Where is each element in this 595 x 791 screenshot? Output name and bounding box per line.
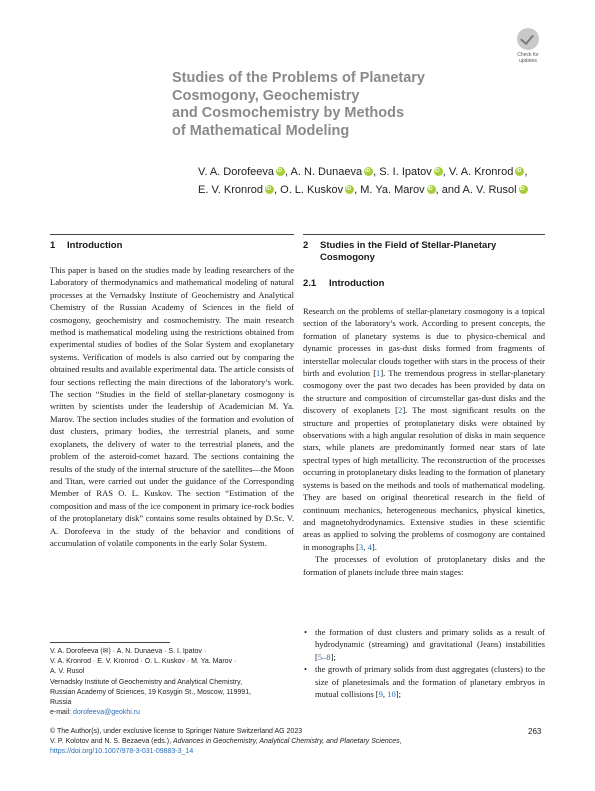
citation-link[interactable]: 9 [378,689,383,700]
section-1-body [50,264,294,549]
title-line: Cosmogony, Geochemistry [172,87,360,104]
section-2-1-body [303,305,545,578]
author-line: E. V. KronrodiD , O. L. KuskoviD , M. Ya. MaroviD , and A. V. RusoliD [198,181,558,199]
orcid-icon[interactable] [519,185,528,194]
email-link[interactable]: dorofeeva@geokhi.ru [72,709,140,717]
list-item: • the formation of dust clusters and primary solids as a result of hydrodynamic (streaming) and gravitational (Jeans) instabilities [5–8]; [303,626,545,663]
citation-link[interactable]: 3 [359,541,364,552]
doi-link[interactable]: https://doi.org/10.1007/978-3-031-09883-3_14 [50,748,194,756]
citation-link[interactable]: 4 [367,541,372,552]
section-1-heading: 1 Introduction [50,240,123,251]
citation-link[interactable]: 5–8 [317,651,331,662]
paragraph: This paper is based on the studies made by leading researchers of the Laboratory of thermodynamics and mathematical modeling of natural processes at the Vernadsky Institute of Geochemistry and Analytical Chemistry of the Russian Academy of Sciences in the field of cosmogony, geochemistry and cosmochemistry. The main research method is mathematical modeling using the restrictions obtained from experimental studies of bodies of the Solar System and exoplanetary systems. Verification of models is also carried out by comparing the obtained results and available experimental data. The article consists of four sections reflecting the main directions of the laboratory’s work. The section “Studies in the field of stellar-planetary cosmogony is written by scientists under the leadership of Academician M. Ya. Marov. The section includes studies of the formation and evolution of dust clusters, primary bodies, the terrestrial planets, and some exoplanets, the delivery of water to the terrestrial planets, and the problem of the asteroid-comet hazard. The sections containing the results of the study of the internal structure of the satellites—the Moon and Titan, were carried out under the guidance of the Corresponding Member of RAS O. L. Kuskov. The section “Estimation of the composition and mass of the ice component in primary ice-rock bodies of the protoplanetary disk” contains some results obtained by D.Sc. V. A. Dorofeeva in the study of the behavior and conditions of accumulation of volatile components in the early Solar System. [50,265,294,548]
page-number: 263 [528,727,542,736]
section-2-heading: 2 Studies in the Field of Stellar-Planetary Cosmogony [303,240,497,263]
stage-list [303,626,545,700]
chapter-title [172,70,502,140]
section-2-1-heading: 2.1 Introduction [303,278,385,289]
title-line: of Mathematical Modeling [172,122,350,139]
orcid-icon[interactable] [427,185,436,194]
paragraph: Research on the problems of stellar-planetary cosmogony is a topical section of the laboratory’s work. According to present concepts, the formation of planetary systems is due to physico-chemical and dynamic processes in gas-dust disks formed from fragments of interstellar molecular clouds together with stars in the process of their birth and evolution [1]. The tremendous progress in stellar-planetary cosmogony over the past two decades has been provided by data on the structure and composition of circumstellar gas-dust disks and the discovery of exoplanets [2]. The most significant results on the structure and properties of protoplanetary disks were obtained by observations with a high angular resolution of disks in main sequence stars, while planets are predominantly formed near stars of late spectral types of high metallicity. The reconstruction of the processes occurring in protoplanetary disks leading to the formation of planetary systems is based on the methods and tools of mathematical modeling. They are based on original theoretical research in the field of continuum mechanics, heterogeneous mechanics, physical kinetics, and magnetohydrodynamics. Extensive studies in these scientific areas as applied to solving the problems of cosmogony are contained in monographs [3, 4]. [303,306,545,552]
check-updates-icon [517,28,539,50]
title-line: and Cosmochemistry by Methods [172,105,405,121]
citation-link[interactable]: 1 [376,368,381,379]
author-line: V. A. DorofeevaiD , A. N. DunaevaiD , S. I. IpatoviD , V. A. KronrodiD , [198,163,558,181]
orcid-icon[interactable] [515,167,524,176]
list-item: • the growth of primary solids from dust aggregates (clusters) to the size of planetesimals and the formation of planetary embryos in mutual collisions [9, 10]; [303,663,545,700]
orcid-icon[interactable] [364,167,373,176]
title-line: Studies of the Problems of Planetary [172,70,425,86]
citation-link[interactable]: 2 [398,405,403,416]
citation-link[interactable]: 10 [387,689,396,700]
footnote-rule [50,642,170,643]
orcid-icon[interactable] [265,185,274,194]
paragraph: The processes of evolution of protoplanetary disks and the formation of planets include three main stages: [303,554,545,577]
author-list [198,163,558,199]
orcid-icon[interactable] [345,185,354,194]
badge-label: Check for updates [517,52,539,64]
check-for-updates-badge[interactable] [508,28,548,70]
author-affiliation-footnote: V. A. Dorofeeva (✉) · A. N. Dunaeva · S. I. Ipatov · V. A. Kronrod · E. V. Kronrod · O. L. Kuskov · M. Ya. Marov · A. V. Rusol Vernadsky Institute of Geochemistry and Analytical Chemistry, Russian Academy of Sciences, 19 Kosygin St., Moscow, 119991, Russia e-mail: dorofeeva@geokhi.ru [50,648,252,717]
orcid-icon[interactable] [276,167,285,176]
section-rule-right [303,234,545,235]
copyright-block: © The Author(s), under exclusive license to Springer Nature Switzerland AG 2023 V. P. Kolotov and N. S. Bezaeva (eds.), Advances in Geochemistry, Analytical Chemistry, and Planetary Sciences, https://doi.org/10.1007/978-3-031-09883-3_14 [50,728,402,756]
orcid-icon[interactable] [434,167,443,176]
section-rule-left [50,234,294,235]
